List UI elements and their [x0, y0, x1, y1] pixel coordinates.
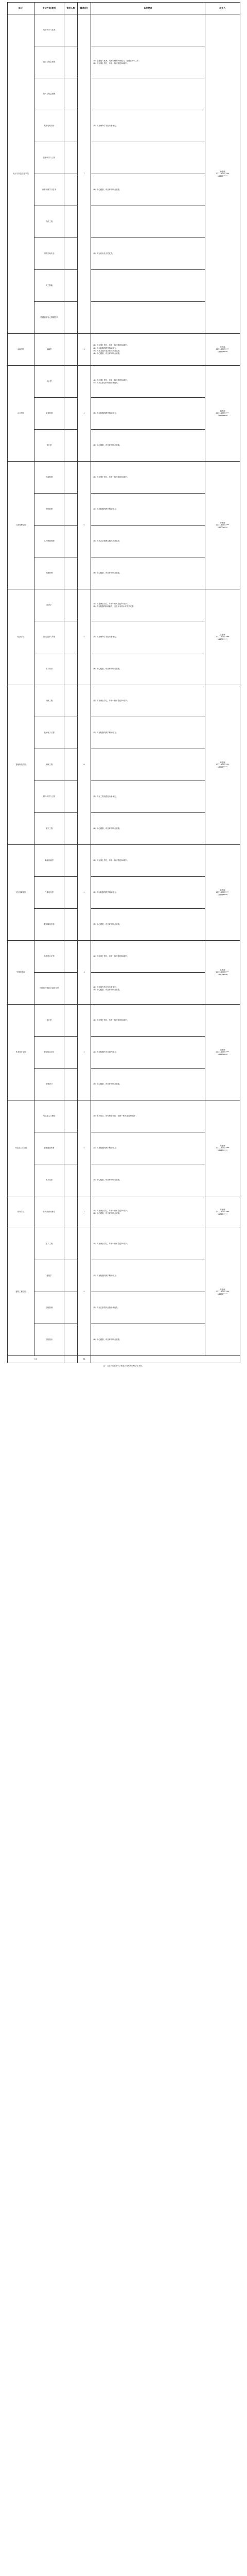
major-cell: 工程管理	[34, 1292, 64, 1324]
total-cell: 6	[78, 685, 91, 845]
requirements-cell	[91, 1100, 205, 1132]
requirement-item: （2）具有较强的教学科研能力；	[92, 891, 118, 894]
requirements-cell	[91, 1132, 205, 1164]
requirement-item: （2）具有海外学习经历者优先；	[92, 986, 118, 988]
dept-cell: 文化传媒学院	[8, 845, 34, 941]
count-cell	[64, 1069, 78, 1100]
contact-cell: 冯老师 0371-63557*** 13676*****	[205, 1228, 240, 1356]
requirement-item: （3）具有金融行业从业经历者优先；	[92, 349, 121, 352]
requirements-cell	[91, 110, 205, 142]
table-row	[8, 1100, 240, 1132]
requirements-cell	[91, 334, 205, 366]
major-cell: 计算机科学与技术	[34, 174, 64, 206]
recruitment-sheet	[7, 2, 240, 2576]
requirements-cell	[91, 1164, 205, 1196]
requirements-cell	[91, 1005, 205, 1037]
requirements-cell	[91, 1196, 205, 1228]
requirement-item: （1）具有博士学位，年龄一般不超过35周岁；	[92, 344, 129, 347]
header-requirements: 条件要求	[91, 3, 205, 14]
table-body	[8, 14, 240, 1363]
summary-total: 51	[78, 1356, 91, 1363]
major-cell: 设计学	[34, 1005, 64, 1037]
major-cell: 审计学	[34, 430, 64, 462]
dept-cell: 经济学院	[8, 589, 34, 685]
requirements-cell	[91, 621, 205, 653]
requirements-cell	[91, 1292, 205, 1324]
requirement-item: （2）具有较强的教学科研能力；	[92, 732, 118, 734]
requirements-cell	[91, 1260, 205, 1292]
major-cell: 马克思主义理论	[34, 1100, 64, 1132]
requirement-item: （4）身心健康，有良好的职业道德。	[92, 352, 121, 354]
summary-count	[64, 1356, 78, 1363]
requirement-item: （2）具有较强的专业创作能力；	[92, 1051, 118, 1054]
count-cell	[64, 1132, 78, 1164]
requirement-item: （2）具有较强的教学科研能力；	[92, 1147, 118, 1149]
major-cell: 通信与信息系统	[34, 46, 64, 78]
dept-cell: 电子与信息工程学院	[8, 14, 34, 334]
header-contact: 联系人	[205, 3, 240, 14]
count-cell	[64, 174, 78, 206]
major-cell: 财务管理	[34, 398, 64, 430]
requirements-cell	[91, 877, 205, 909]
major-cell: 思想政治教育	[34, 1132, 64, 1164]
table-row	[8, 334, 240, 366]
count-cell	[64, 526, 78, 557]
requirement-item: （3）具有注册类执业资格者优先；	[92, 1307, 120, 1309]
requirements-cell	[91, 653, 205, 685]
count-cell	[64, 46, 78, 78]
dept-cell: 马克思主义学院	[8, 1100, 34, 1196]
dept-cell: 建筑工程学院	[8, 1228, 34, 1356]
count-cell	[64, 1292, 78, 1324]
count-cell	[64, 749, 78, 781]
header-total: 需求合计	[78, 3, 91, 14]
count-cell	[64, 1324, 78, 1356]
major-cell: 会计学	[34, 366, 64, 398]
count-cell	[64, 430, 78, 462]
requirement-item: （3）身心健康，有良好的职业道德。	[92, 1083, 121, 1086]
summary-row	[8, 1356, 240, 1363]
requirements-cell	[91, 1324, 205, 1356]
requirement-item: （4）身心健康，有良好的职业道德。	[92, 189, 121, 191]
count-cell	[64, 78, 78, 110]
count-cell	[64, 270, 78, 302]
major-cell: 材料科学与工程	[34, 781, 64, 813]
count-cell	[64, 1005, 78, 1037]
major-cell: 机械工程	[34, 685, 64, 717]
major-cell: 中共党史	[34, 1164, 64, 1196]
total-cell: 4	[78, 1005, 91, 1100]
requirement-item: （2）身心健康，有良好的职业道德。	[92, 1212, 121, 1214]
count-cell	[64, 1037, 78, 1069]
requirements-cell	[91, 557, 205, 589]
total-cell: 3	[78, 334, 91, 366]
count-cell	[64, 398, 78, 430]
requirement-item: （2）具有较强的科研能力，近五年有高水平学术成果；	[92, 605, 135, 607]
major-cell: 电气工程	[34, 813, 64, 845]
major-cell: 数据科学与大数据技术	[34, 302, 64, 334]
requirements-cell	[91, 270, 205, 302]
major-cell: 人工智能	[34, 270, 64, 302]
requirement-item: （3）具有工程实践经历者优先；	[92, 795, 118, 798]
major-cell: 信号与信息处理	[34, 78, 64, 110]
requirements-cell	[91, 1228, 205, 1260]
requirements-cell	[91, 909, 205, 941]
major-cell: 视觉传达设计	[34, 1037, 64, 1069]
count-cell	[64, 494, 78, 526]
major-cell: 体育教育训练学	[34, 1196, 64, 1228]
requirement-item: （2）具有较强的教学科研能力；	[92, 1275, 118, 1277]
contact-cell: 张老师 0371-63557*** 13839*****	[205, 334, 240, 366]
contact-cell: 徐老师 0371-63557*** 13837*****	[205, 14, 240, 334]
requirements-cell	[91, 494, 205, 526]
header-dept: 部 门	[8, 3, 34, 14]
major-cell: 工程造价	[34, 1324, 64, 1356]
table-row	[8, 462, 240, 494]
count-cell	[64, 302, 78, 334]
requirements-cell	[91, 941, 205, 973]
requirements-cell	[91, 685, 205, 717]
requirement-item: （5）博士后出站人员优先。	[92, 252, 114, 255]
table-row	[8, 1005, 240, 1037]
count-cell	[64, 1228, 78, 1260]
requirements-cell	[91, 46, 205, 78]
requirements-cell	[91, 1069, 205, 1100]
major-cell: 环境设计	[34, 1069, 64, 1100]
major-cell: 车辆工程	[34, 749, 64, 781]
contact-cell: 王老师 0371-63557*** 13607*****	[205, 589, 240, 685]
major-cell: 英语语言文学	[34, 941, 64, 973]
requirement-item: （2）具有较强的教学科研能力；	[92, 347, 118, 349]
requirements-cell	[91, 398, 205, 430]
major-cell: 物流管理	[34, 557, 64, 589]
table-row	[8, 845, 240, 877]
table-row	[8, 589, 240, 621]
table-row	[8, 1196, 240, 1228]
requirement-item: （3）身心健康，有良好的职业道德。	[92, 988, 121, 991]
dept-cell: 艺术设计学院	[8, 1005, 34, 1100]
contact-cell: 周老师 0371-63557*** 13633*****	[205, 1005, 240, 1100]
requirements-cell	[91, 717, 205, 749]
total-cell: 2	[78, 1196, 91, 1228]
requirement-item: （1）具有博士学位，年龄一般不超过35周岁；	[92, 955, 129, 958]
requirement-item: （3）具有企业管理实践经历者优先；	[92, 540, 121, 543]
major-cell: 软件工程	[34, 206, 64, 238]
header-count: 需求人数	[64, 3, 78, 14]
requirements-cell	[91, 589, 205, 621]
requirement-item: （4）身心健康，有良好的职业道德。	[92, 668, 121, 670]
requirements-cell	[91, 14, 205, 46]
requirement-item: （1）具有博士学位，年龄一般不超过35周岁；	[92, 1243, 129, 1245]
dept-cell: 金融学院	[8, 334, 34, 366]
contact-cell: 赵老师 0371-63557*** 13598*****	[205, 845, 240, 941]
requirement-item: （1）具有博士学位，年龄一般不超过35周岁；	[92, 1019, 129, 1022]
major-cell: 工商管理	[34, 462, 64, 494]
requirement-item: （1）具有博士学位，年龄一般不超过35周岁；	[92, 1209, 129, 1212]
requirement-item: （1）具有博士学位，年龄一般不超过35周岁；	[92, 379, 129, 381]
requirement-item: （1）具有博士学位，年龄一般不超过35周岁；	[92, 602, 129, 605]
contact-cell: 李老师 0371-63557*** 13700*****	[205, 462, 240, 589]
requirement-item: （2）具有较强的教学科研能力；	[92, 508, 118, 511]
dept-cell: 体育学院	[8, 1196, 34, 1228]
count-cell	[64, 845, 78, 877]
requirement-item: （1）中共党员，具有博士学位，年龄一般不超过35周岁；	[92, 1115, 137, 1117]
count-cell	[64, 653, 78, 685]
count-cell	[64, 462, 78, 494]
major-cell: 人力资源管理	[34, 526, 64, 557]
count-cell	[64, 781, 78, 813]
count-cell	[64, 909, 78, 941]
requirement-item: （2）具有博士学位，年龄一般不超过35周岁；	[92, 62, 129, 64]
contact-cell: 孙老师 0371-63557*** 13803*****	[205, 941, 240, 1005]
major-cell: 土木工程	[34, 1228, 64, 1260]
count-cell	[64, 366, 78, 398]
table-row	[8, 941, 240, 973]
requirements-cell	[91, 78, 205, 110]
total-cell: 7	[78, 14, 91, 334]
total-cell: 4	[78, 845, 91, 941]
contact-cell: 吴老师 0371-63557*** 13949*****	[205, 1100, 240, 1196]
header-major: 专业方向/类别	[34, 3, 64, 14]
count-cell	[64, 1196, 78, 1228]
requirements-cell	[91, 845, 205, 877]
table-row	[8, 14, 240, 46]
footnote: 注：以上岗位需求以学校正式发布的招聘公告为准。	[103, 1365, 144, 1367]
count-cell	[64, 685, 78, 717]
requirement-item: （3）具有较强的教学科研能力；	[92, 412, 118, 415]
count-cell	[64, 238, 78, 270]
total-cell: 4	[78, 1100, 91, 1196]
major-cell: 外国语言学及应用语言学	[34, 973, 64, 1005]
major-cell: 数字媒体技术	[34, 909, 64, 941]
major-cell: 控制科学与工程	[34, 142, 64, 174]
requirements-cell	[91, 749, 205, 781]
requirements-cell	[91, 813, 205, 845]
count-cell	[64, 1260, 78, 1292]
count-cell	[64, 877, 78, 909]
requirement-item: （3）具有海外学习经历者优先；	[92, 636, 118, 638]
dept-cell: 会计学院	[8, 366, 34, 462]
major-cell: 新闻传播学	[34, 845, 64, 877]
dept-cell: 智能制造学院	[8, 685, 34, 845]
dept-cell: 外国语学院	[8, 941, 34, 1005]
requirements-cell	[91, 1037, 205, 1069]
contact-cell: 刘老师 0371-63557*** 13938*****	[205, 366, 240, 462]
major-cell: 数字经济	[34, 653, 64, 685]
summary-empty	[91, 1356, 240, 1363]
requirement-item: （3）身心健康，有良好的职业道德。	[92, 923, 121, 926]
count-cell	[64, 621, 78, 653]
count-cell	[64, 142, 78, 174]
table-header-row	[8, 3, 240, 14]
requirement-item: （4）身心健康，有良好的职业道德。	[92, 1338, 121, 1341]
requirement-item: （4）身心健康，有良好的职业道德。	[92, 444, 121, 447]
requirement-item: （2）具有注册会计师资格者优先；	[92, 381, 120, 384]
summary-label: 合计	[8, 1356, 64, 1363]
recruitment-table	[7, 2, 240, 1363]
total-cell: 3	[78, 941, 91, 1005]
major-cell: 电子科学与技术	[34, 14, 64, 46]
requirement-item: （1）具有博士学位，年龄一般不超过35周岁；	[92, 476, 129, 479]
requirements-cell	[91, 174, 205, 206]
major-cell: 国际经济与贸易	[34, 621, 64, 653]
table-row	[8, 366, 240, 398]
major-cell: 经济学	[34, 589, 64, 621]
requirement-item: （4）身心健康，有良好的职业道德。	[92, 827, 121, 830]
major-cell: 网络空间安全	[34, 238, 64, 270]
major-cell: 金融学	[34, 334, 64, 366]
contact-cell: 郑老师 0371-63557*** 13783*****	[205, 1196, 240, 1228]
requirements-cell	[91, 526, 205, 557]
major-cell: 市场营销	[34, 494, 64, 526]
count-cell	[64, 1164, 78, 1196]
requirement-item: （1）业务能力优秀，具有较强的科研能力，能胜任教学工作；	[92, 59, 140, 62]
total-cell: 4	[78, 366, 91, 462]
major-cell: 建筑学	[34, 1260, 64, 1292]
count-cell	[64, 589, 78, 621]
table-row	[8, 1228, 240, 1260]
requirements-cell	[91, 781, 205, 813]
count-cell	[64, 14, 78, 46]
count-cell	[64, 110, 78, 142]
contact-cell: 陈老师 0371-63557*** 13526*****	[205, 685, 240, 845]
requirements-cell	[91, 366, 205, 398]
requirement-item: （4）身心健康，有良好的职业道德。	[92, 572, 121, 574]
major-cell: 集成电路设计	[34, 110, 64, 142]
requirements-cell	[91, 430, 205, 462]
count-cell	[64, 941, 78, 973]
requirements-cell	[91, 973, 205, 1005]
requirement-item: （3）身心健康，有良好的职业道德。	[92, 1179, 121, 1181]
total-cell: 5	[78, 462, 91, 589]
count-cell	[64, 206, 78, 238]
requirement-item: （1）具有博士学位，年龄一般不超过35周岁；	[92, 700, 129, 702]
requirement-item: （3）具有海外学习经历者优先；	[92, 125, 118, 127]
count-cell	[64, 557, 78, 589]
count-cell	[64, 813, 78, 845]
count-cell	[64, 717, 78, 749]
total-cell: 4	[78, 589, 91, 685]
count-cell	[64, 1100, 78, 1132]
table-row	[8, 685, 240, 717]
count-cell	[64, 973, 78, 1005]
count-cell	[64, 334, 78, 366]
requirements-cell	[91, 302, 205, 334]
requirement-item: （1）具有博士学位，年龄一般不超过35周岁；	[92, 859, 129, 862]
dept-cell: 工商管理学院	[8, 462, 34, 589]
requirements-cell	[91, 206, 205, 238]
major-cell: 广播电视学	[34, 877, 64, 909]
total-cell: 5	[78, 1228, 91, 1356]
major-cell: 机械电子工程	[34, 717, 64, 749]
requirements-cell	[91, 462, 205, 494]
requirements-cell	[91, 238, 205, 270]
requirements-cell	[91, 142, 205, 174]
